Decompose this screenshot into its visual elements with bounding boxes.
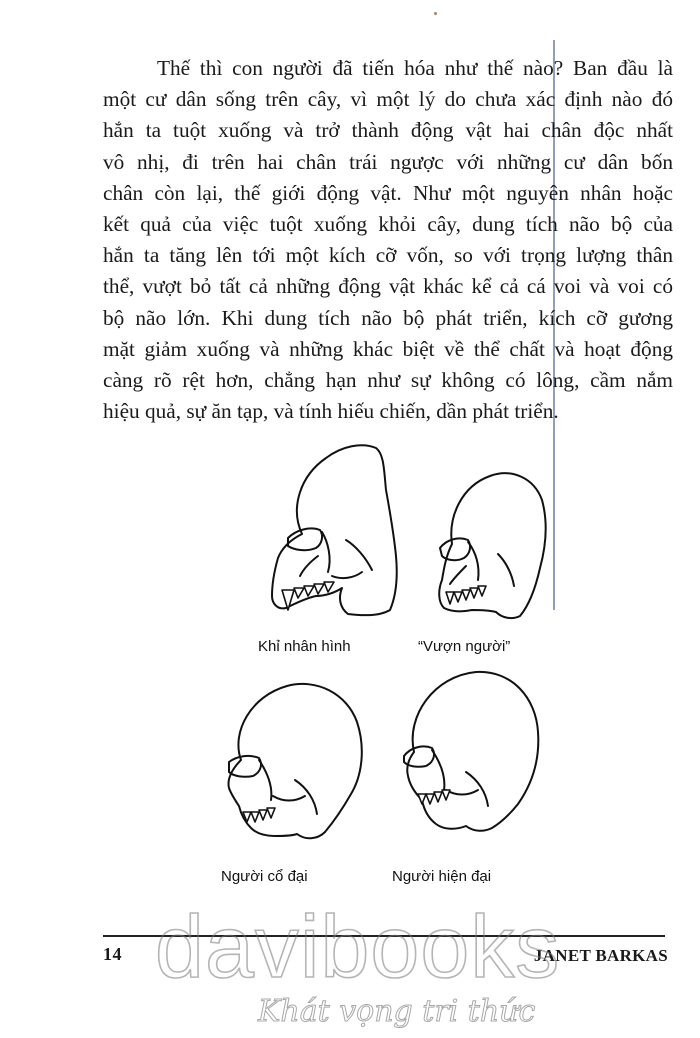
page-number: 14 — [103, 944, 122, 964]
watermark-brand: davibooks — [155, 897, 561, 996]
text-line: chân còn lại, thế giới động vật. Như một nguyên nhân hoặc — [103, 180, 673, 205]
text-line: vô nhị, đi trên hai chân trái ngược với những cư dân bốn — [103, 149, 673, 174]
text-line: càng rõ rệt hơn, chẳng hạn như sự không có lông, cầm nắm — [103, 368, 673, 393]
ape-man-caption: “Vượn người” — [418, 638, 511, 655]
text-line: một cư dân sống trên cây, vì một lý do chưa xác định nào đó — [103, 87, 673, 112]
ancient-human-skull-illustration — [213, 676, 367, 856]
text-line: mặt giảm xuống và những khác biệt về thể chất và hoạt động — [103, 336, 673, 361]
modern-human-skull-illustration — [394, 664, 544, 856]
ape-skull-illustration — [262, 438, 402, 624]
text-line: hắn ta tăng lên tới một kích cỡ vốn, so với trọng lượng thân — [103, 243, 673, 268]
ancient-human-caption: Người cổ đại — [221, 868, 308, 885]
modern-human-caption: Người hiện đại — [392, 868, 492, 885]
text-line: Thế thì con người đã tiến hóa như thế nào? Ban đầu là — [157, 56, 673, 80]
scan-speck — [434, 12, 437, 15]
watermark-tagline: Khát vọng tri thức — [258, 994, 536, 1029]
text-line: bộ não lớn. Khi dung tích não bộ phát triển, kích cỡ gương — [103, 305, 673, 330]
ape-caption: Khỉ nhân hình — [258, 638, 351, 655]
text-line: hắn ta tuột xuống và trở thành động vật hai chân độc nhất — [103, 118, 673, 143]
text-line: hiệu quả, sự ăn tạp, và tính hiếu chiến, dần phát triển. — [103, 399, 559, 424]
running-head-author: JANET BARKAS — [533, 946, 668, 965]
text-line: thể, vượt bỏ tất cả những động vật khác kể cả cá voi và voi có — [103, 274, 673, 299]
body-paragraph — [103, 53, 673, 427]
ape-man-skull-illustration — [432, 462, 550, 624]
text-line: kết quả của việc tuột xuống khỏi cây, dung tích não bộ của — [103, 212, 673, 237]
